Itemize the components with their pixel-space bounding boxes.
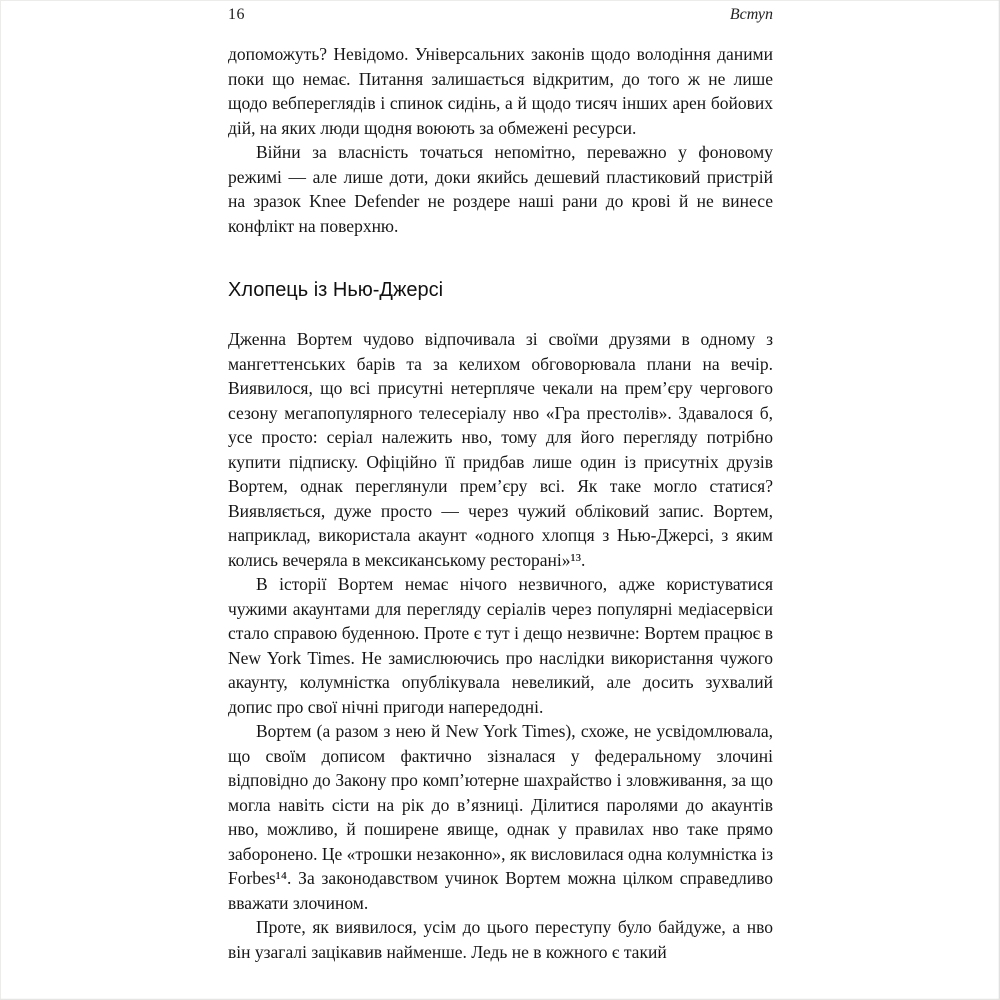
- text-column: [228, 42, 773, 964]
- paragraph-nobody-cared: Проте, як виявилося, усім до цього переступу було байдуже, а нво він узагалі зацікавив найменше. Ледь не в кожного є такий: [228, 917, 773, 962]
- section-heading: Хлопець із Нью-Джерсі: [228, 279, 444, 301]
- paragraph-ownership-laws: допоможуть? Невідомо. Універсальних законів щодо володіння даними поки що немає. Питання залишається відкритим, до того ж не лише щодо вебпереглядів і спинок сидінь, а й щодо тисяч інших арен бойових дій, на яких люди щодня воюють за обмежені ресурси.: [228, 44, 773, 138]
- paragraph-federal-crime: Вортем (а разом з нею й New York Times), схоже, не усвідомлювала, що своїм дописом фактично зізналася у федеральному злочині відповідно до Закону про комп’ютерне шахрайство і зловживання, за що могла навіть сісти на рік до в’язниці. Ділитися паролями до акаунтів нво, можливо, й поширене явище, однак у правилах нво таке прямо заборонено. Це «трошки незаконно», як висловилася одна колумністка із Forbes¹⁴. За законодавством учинок Вортем можна цілком справедливо вважати злочином.: [228, 721, 773, 913]
- running-head: Вступ: [729, 6, 773, 23]
- page-number: 16: [228, 6, 245, 23]
- paragraph-wortham-nyt: В історії Вортем немає нічого незвичного, адже користуватися чужими акаунтами для перегляду серіалів через популярні медіасервіси стало справою буденною. Проте є тут і дещо незвичне: Вортем працює в New York Times. Не замислюючись про наслідки використання чужого акаунту, колумністка опублікувала невеликий, але досить зухвалий допис про свої нічні пригоди напередодні.: [228, 574, 773, 717]
- page-header: [228, 6, 773, 24]
- paragraph-property-wars: Війни за власність точаться непомітно, переважно у фоновому режимі — але лише доти, доки якийсь дешевий пластиковий пристрій на зразок Knee Defender не роздере наші рани до крові й не винесе конфлікт на поверхню.: [228, 142, 773, 236]
- paragraph-wortham-bar: Дженна Вортем чудово відпочивала зі своїми друзями в одному з мангеттенських барів та за келихом обговорювала плани на вечір. Виявилося, що всі присутні нетерпляче чекали на прем’єру чергового сезону мегапопулярного телесеріалу нво «Гра престолів». Здавалося б, усе просто: серіал належить нво, тому для його перегляду потрібно купити підписку. Офіційно її придбав лише один із присутніх друзів Вортем, однак переглянули прем’єру всі. Як таке могло статися? Виявляється, дуже просто — через чужий обліковий запис. Вортем, наприклад, використала акаунт «одного хлопця з Нью-Джерсі, з яким колись вечеряла в мексиканському ресторані»¹³.: [228, 329, 773, 570]
